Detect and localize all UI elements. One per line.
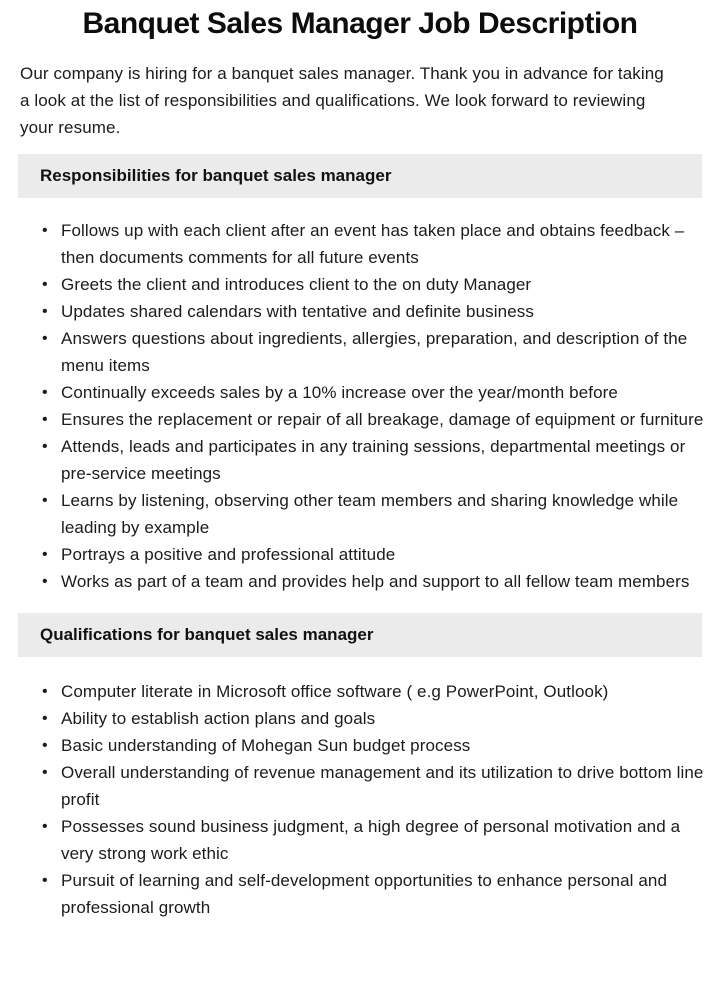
responsibilities-heading [18, 154, 702, 198]
list-item [20, 487, 706, 541]
qualifications-section [20, 613, 704, 921]
section-heading-text: Responsibilities for banquet sales manager [40, 166, 392, 185]
bullet-icon: • [42, 872, 48, 889]
list-item-text: Possesses sound business judgment, a high degree of personal motivation and a very strong work ethic [61, 817, 681, 863]
list-item-text: Overall understanding of revenue management and its utilization to drive bottom line profit [61, 763, 704, 809]
list-item-text: Continually exceeds sales by a 10% increase over the year/month before [61, 383, 618, 402]
list-item [20, 379, 706, 406]
list-item [20, 759, 706, 813]
list-item-text: Ability to establish action plans and goals [61, 709, 376, 728]
bullet-icon: • [42, 573, 48, 590]
list-item [20, 813, 706, 867]
qualifications-list [20, 678, 704, 921]
list-item-text: Updates shared calendars with tentative and definite business [61, 302, 534, 321]
responsibilities-list [20, 217, 704, 595]
list-item [20, 732, 706, 759]
list-item-text: Ensures the replacement or repair of all breakage, damage of equipment or furniture [61, 410, 704, 429]
list-item [20, 678, 706, 705]
list-item [20, 867, 706, 921]
bullet-icon: • [42, 818, 48, 835]
list-item [20, 271, 706, 298]
list-item-text: Learns by listening, observing other team members and sharing knowledge while leading by example [61, 491, 679, 537]
bullet-icon: • [42, 384, 48, 401]
intro-paragraph: Our company is hiring for a banquet sales manager. Thank you in advance for taking a look at the list of responsibilities and qualifications. We look forward to reviewing your resume. [20, 64, 664, 137]
bullet-icon: • [42, 222, 48, 239]
list-item-text: Pursuit of learning and self-development opportunities to enhance personal and professional growth [61, 871, 668, 917]
bullet-icon: • [42, 330, 48, 347]
list-item-text: Works as part of a team and provides help and support to all fellow team members [61, 572, 690, 591]
bullet-icon: • [42, 303, 48, 320]
bullet-icon: • [42, 276, 48, 293]
list-item [20, 541, 706, 568]
list-item-text: Attends, leads and participates in any training sessions, departmental meetings or pre-service meetings [61, 437, 686, 483]
list-item-text: Follows up with each client after an event has taken place and obtains feedback –then documents comments for all future events [61, 221, 685, 267]
qualifications-heading [18, 613, 702, 657]
list-item-text: Computer literate in Microsoft office software ( e.g PowerPoint, Outlook) [61, 682, 609, 701]
bullet-icon: • [42, 546, 48, 563]
list-item-text: Basic understanding of Mohegan Sun budget process [61, 736, 471, 755]
list-item-text: Portrays a positive and professional attitude [61, 545, 396, 564]
bullet-icon: • [42, 411, 48, 428]
responsibilities-section [20, 154, 704, 595]
bullet-icon: • [42, 710, 48, 727]
bullet-icon: • [42, 492, 48, 509]
list-item [20, 433, 706, 487]
list-item [20, 568, 706, 595]
list-item [20, 217, 706, 271]
list-item-text: Greets the client and introduces client to the on duty Manager [61, 275, 532, 294]
list-item [20, 298, 706, 325]
page-title: Banquet Sales Manager Job Description [82, 7, 638, 40]
bullet-icon: • [42, 737, 48, 754]
list-item [20, 705, 706, 732]
bullet-icon: • [42, 438, 48, 455]
list-item-text: Answers questions about ingredients, allergies, preparation, and description of the menu items [61, 329, 688, 375]
bullet-icon: • [42, 764, 48, 781]
bullet-icon: • [42, 683, 48, 700]
list-item [20, 325, 706, 379]
section-heading-text: Qualifications for banquet sales manager [40, 625, 374, 644]
list-item [20, 406, 706, 433]
